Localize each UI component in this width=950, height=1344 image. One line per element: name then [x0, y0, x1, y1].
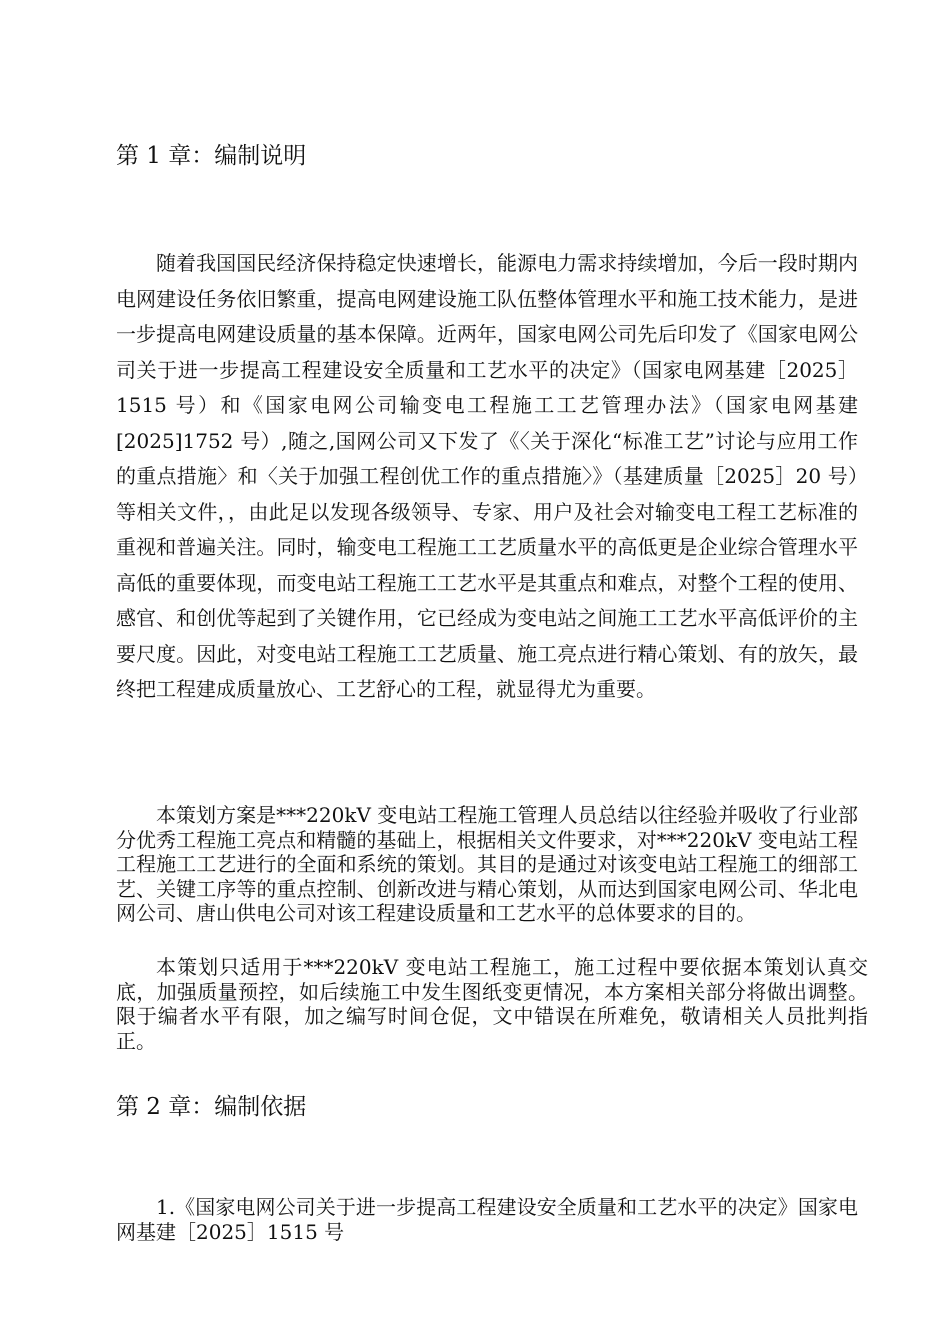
chapter-1-paragraph-scope: 本策划只适用于***220kV 变电站工程施工，施工过程中要依据本策划认真交底，加强质量预控，如后续施工中发生图纸变更情况，本方案相关部分将做出调整。限于编者水平有限，加之编写时间仓促，文中错误在所难免，敬请相关人员批判指正。: [116, 955, 868, 1053]
chapter-1-paragraph-purpose: 本策划方案是***220kV 变电站工程施工管理人员总结以往经验并吸收了行业部分优秀工程施工亮点和精髓的基础上，根据相关文件要求，对***220kV 变电站工程工程施工工艺进行的全面和系统的策划。其目的是通过对该变电站工程施工的细部工艺、关键工序等的重点控制、创新改进与精心策划，从而达到国家电网公司、华北电网公司、唐山供电公司对该工程建设质量和工艺水平的总体要求的目的。: [116, 803, 858, 925]
chapter-2-reference-item: 1.《国家电网公司关于进一步提高工程建设安全质量和工艺水平的决定》国家电网基建［2025］1515 号: [116, 1195, 858, 1244]
chapter-1-paragraph-background: 随着我国国民经济保持稳定快速增长，能源电力需求持续增加，今后一段时期内电网建设任务依旧繁重，提高电网建设施工队伍整体管理水平和施工技术能力，是进一步提高电网建设质量的基本保障。近两年，国家电网公司先后印发了《国家电网公司关于进一步提高工程建设安全质量和工艺水平的决定》（国家电网基建［2025］1515 号）和《国家电网公司输变电工程施工工艺管理办法》（国家电网基建[2025]1752 号）,随之,国网公司又下发了《〈关于深化“标准工艺”讨论与应用工作的重点措施〉和〈关于加强工程创优工作的重点措施〉》（基建质量［2025］20 号）等相关文件，，由此足以发现各级领导、专家、用户及社会对输变电工程工艺标准的重视和普遍关注。同时，输变电工程施工工艺质量水平的高低更是企业综合管理水平高低的重要体现，而变电站工程施工工艺水平是其重点和难点，对整个工程的使用、感官、和创优等起到了关键作用，它已经成为变电站之间施工工艺水平高低评价的主要尺度。因此，对变电站工程施工工艺质量、施工亮点进行精心策划、有的放矢，最终把工程建成质量放心、工艺舒心的工程，就显得尤为重要。: [116, 251, 858, 701]
chapter-2-heading: 第 2 章：编制依据: [116, 1094, 307, 1120]
chapter-1-heading: 第 1 章：编制说明: [116, 143, 307, 169]
